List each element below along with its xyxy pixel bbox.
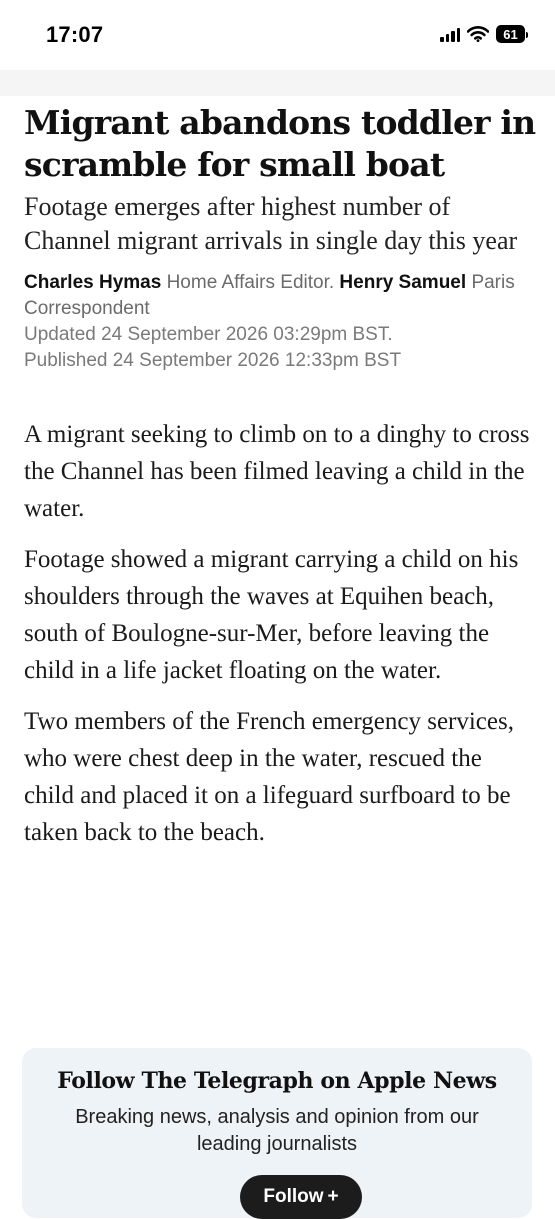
follow-button-label: Follow bbox=[263, 1186, 324, 1207]
author-role: Home Affairs Editor. bbox=[166, 272, 335, 293]
article-paragraph: Footage showed a migrant carrying a child on his shoulders through the waves at Equihen beach, south of Boulogne-sur-Mer, before leaving the child in a life jacket floating on the water. bbox=[24, 546, 519, 684]
author-role: Paris Correspondent bbox=[24, 272, 515, 319]
apple-news-promo bbox=[22, 1048, 532, 1218]
battery-icon bbox=[496, 25, 525, 43]
status-time: 17:07 bbox=[46, 22, 104, 47]
author-name[interactable]: Charles Hymas bbox=[24, 272, 162, 293]
published-date: Published 24 September 2026 12:33pm BST bbox=[24, 350, 402, 371]
article-standfirst: Footage emerges after highest number of Channel migrant arrivals in single day this year bbox=[24, 192, 518, 255]
top-divider bbox=[0, 70, 555, 96]
article-paragraph: A migrant seeking to climb on to a dinghy to cross the Channel has been filmed leaving a child in the water. bbox=[24, 421, 530, 522]
article-headline: Migrant abandons toddler in scramble for small boat bbox=[24, 103, 536, 184]
byline bbox=[24, 270, 536, 322]
promo-text: Breaking news, analysis and opinion from our leading journalists bbox=[75, 1106, 479, 1155]
wifi-icon bbox=[467, 26, 489, 42]
plus-icon: + bbox=[327, 1186, 339, 1207]
follow-button[interactable] bbox=[240, 1175, 362, 1219]
status-bar bbox=[0, 0, 555, 70]
battery-level: 61 bbox=[503, 26, 518, 42]
article-paragraph: Two members of the French emergency services, who were chest deep in the water, rescued the child and placed it on a lifeguard surfboard to be taken back to the beach. bbox=[24, 708, 514, 846]
promo-title: Follow The Telegraph on Apple News bbox=[57, 1068, 497, 1094]
status-icons bbox=[440, 23, 525, 45]
author-name[interactable]: Henry Samuel bbox=[339, 272, 467, 293]
updated-date: Updated 24 September 2026 03:29pm BST. bbox=[24, 324, 393, 345]
article bbox=[24, 96, 536, 851]
signal-icon bbox=[440, 27, 460, 42]
